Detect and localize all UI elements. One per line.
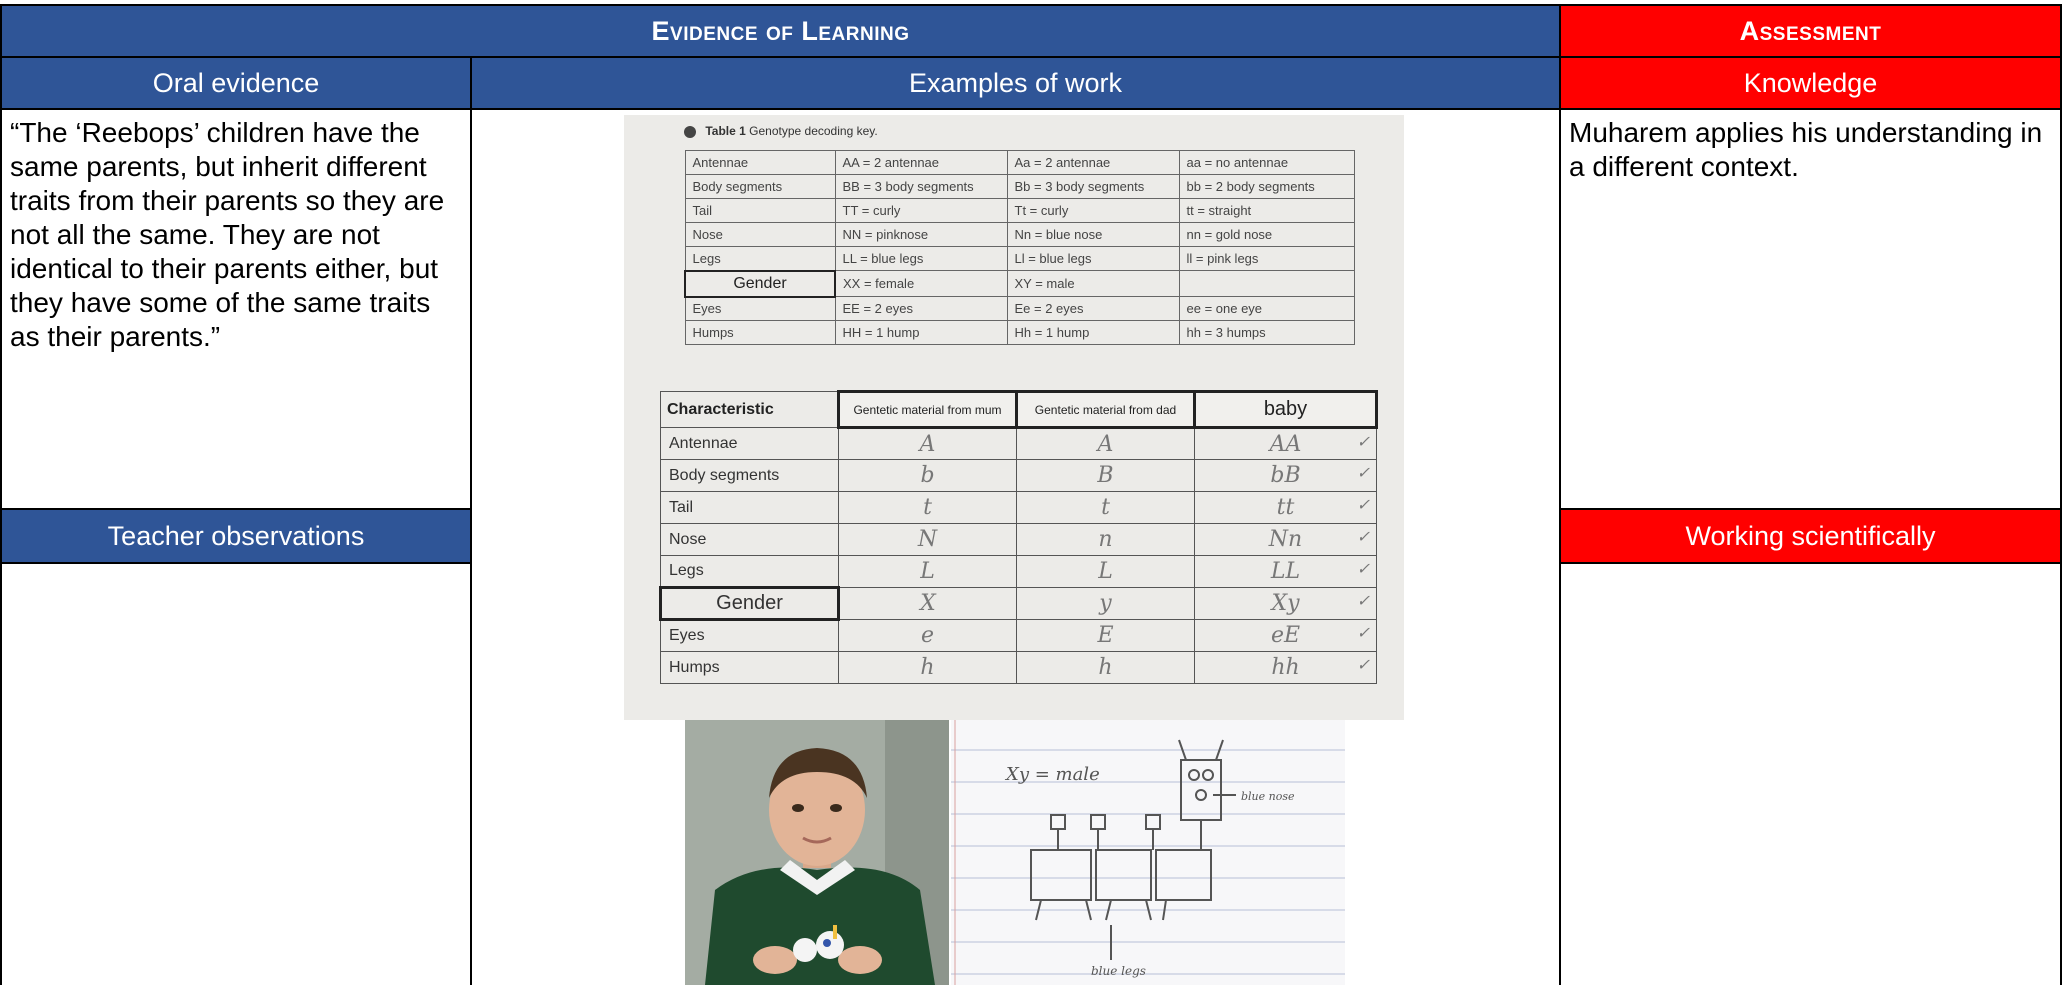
work-cell-text: Nn: [1268, 527, 1303, 552]
key-table-row: [685, 321, 1354, 345]
knowledge-cell: [1559, 108, 2062, 510]
work-cell-text: Antennae: [669, 434, 738, 452]
key-table-cell: HH = 1 hump: [835, 321, 1007, 345]
key-table-cell: [1179, 271, 1354, 297]
work-cell-text: b: [920, 463, 935, 488]
key-table-cell: tt = straight: [1179, 199, 1354, 223]
key-table-cell: Ee = 2 eyes: [1007, 297, 1179, 321]
key-table-cell: BB = 3 body segments: [835, 175, 1007, 199]
key-table-cell: LL = blue legs: [835, 247, 1007, 271]
work-table-header-row: [661, 392, 1377, 428]
work-table-row: [661, 460, 1377, 492]
work-handwritten-cell: [1017, 492, 1195, 524]
work-characteristic-cell: [661, 492, 839, 524]
work-cell-text: A: [1097, 431, 1114, 457]
working-scientifically-cell: [1559, 562, 2062, 985]
evidence-of-learning-header: [0, 4, 1561, 58]
work-handwritten-cell: [839, 620, 1017, 652]
key-table-cell: Bb = 3 body segments: [1007, 175, 1179, 199]
work-characteristic-cell: [661, 588, 839, 620]
key-table-row: [685, 223, 1354, 247]
key-table-row: [685, 297, 1354, 321]
tick-icon: ✓: [1356, 527, 1370, 546]
key-table-cell: AA = 2 antennae: [835, 151, 1007, 175]
work-cell-text: e: [920, 623, 935, 648]
key-table-cell: Antennae: [685, 151, 835, 175]
tick-icon: ✓: [1356, 495, 1370, 514]
genotype-key-table: [684, 150, 1355, 345]
work-cell-text: A: [919, 431, 936, 457]
work-cell-text: L: [1098, 559, 1113, 584]
key-table-cell: Nose: [685, 223, 835, 247]
work-handwritten-cell: [839, 524, 1017, 556]
work-cell-text: Eyes: [669, 627, 705, 644]
work-table-row: [661, 428, 1377, 460]
work-header-characteristic: Characteristic: [661, 392, 839, 428]
tick-icon: ✓: [1356, 431, 1370, 451]
key-table-row: [685, 175, 1354, 199]
caption-bullet-icon: [684, 126, 696, 138]
work-header-dad: Gentetic material from dad: [1017, 392, 1195, 428]
work-handwritten-cell: [1017, 652, 1195, 684]
work-header-mum: Gentetic material from mum: [839, 392, 1017, 428]
work-cell-text: t: [923, 495, 932, 520]
work-cell-text: eE: [1270, 623, 1301, 648]
work-cell-text: Legs: [669, 562, 704, 579]
work-cell-text: LL: [1270, 559, 1301, 584]
work-cell-text: Tail: [669, 498, 694, 516]
teacher-observations-header: [0, 508, 472, 564]
working-scientifically-header: [1559, 508, 2062, 564]
key-table-row: [685, 271, 1354, 297]
key-table-cell: bb = 2 body segments: [1179, 175, 1354, 199]
work-handwritten-cell: [1195, 620, 1377, 652]
key-table-cell: hh = 3 humps: [1179, 321, 1354, 345]
work-cell-text: tt: [1276, 495, 1295, 520]
genetic-work-table: [659, 390, 1378, 684]
key-table-cell: Aa = 2 antennae: [1007, 151, 1179, 175]
reebop-sketch-drawing: [951, 720, 1345, 985]
key-table-cell: Tt = curly: [1007, 199, 1179, 223]
key-table-cell: Gender: [685, 271, 835, 297]
work-characteristic-cell: [661, 620, 839, 652]
key-table-cell: aa = no antennae: [1179, 151, 1354, 175]
assessment-header: [1559, 4, 2062, 58]
caption-rest: Genotype decoding key.: [749, 124, 878, 138]
worksheet-photo: [624, 115, 1404, 720]
work-characteristic-cell: [661, 652, 839, 684]
evidence-title: Evidence of Learning: [651, 15, 910, 46]
work-cell-text: bB: [1270, 463, 1301, 488]
work-cell-text: y: [1099, 591, 1112, 616]
key-table-cell: Humps: [685, 321, 835, 345]
work-characteristic-cell: [661, 428, 839, 460]
key-table-cell: nn = gold nose: [1179, 223, 1354, 247]
work-characteristic-cell: [661, 460, 839, 492]
student-photo-image: [685, 720, 949, 985]
work-handwritten-cell: [1017, 588, 1195, 620]
key-table-row: [685, 151, 1354, 175]
student-photo: [685, 720, 949, 985]
oral-evidence-label: Oral evidence: [152, 67, 320, 98]
oral-quote: “The ‘Reebops’ children have the same parents, but inherit different traits from their parents so they are not all the same. They are not identical to their parents either, but they have some of the same traits as their parents.”: [10, 117, 445, 352]
work-table-row: [661, 652, 1377, 684]
work-cell-text: B: [1097, 463, 1114, 488]
work-cell-text: L: [920, 559, 935, 584]
tick-icon: ✓: [1356, 655, 1370, 674]
tick-icon: ✓: [1356, 623, 1370, 642]
work-handwritten-cell: [839, 492, 1017, 524]
work-cell-text: h: [920, 655, 935, 680]
work-handwritten-cell: [839, 588, 1017, 620]
key-table-cell: Nn = blue nose: [1007, 223, 1179, 247]
key-table-cell: EE = 2 eyes: [835, 297, 1007, 321]
sketch-label-legs: blue legs: [1091, 964, 1146, 978]
teacher-observations-cell: [0, 562, 472, 985]
work-handwritten-cell: [1195, 524, 1377, 556]
key-table-cell: Legs: [685, 247, 835, 271]
knowledge-text: Muharem applies his understanding in a different context.: [1569, 117, 2043, 182]
oral-evidence-cell: [0, 108, 472, 510]
knowledge-label: Knowledge: [1743, 67, 1878, 98]
work-table-row: [661, 556, 1377, 588]
reebop-sketch: [951, 720, 1345, 985]
caption-bold: Table 1: [705, 124, 746, 138]
key-table-cell: ee = one eye: [1179, 297, 1354, 321]
key-table-cell: TT = curly: [835, 199, 1007, 223]
work-cell-text: E: [1097, 623, 1114, 648]
key-table-cell: Body segments: [685, 175, 835, 199]
knowledge-header: [1559, 56, 2062, 110]
work-handwritten-cell: [1017, 620, 1195, 652]
work-cell-text: h: [1098, 655, 1113, 680]
key-table-cell: Hh = 1 hump: [1007, 321, 1179, 345]
work-cell-text: Humps: [669, 658, 720, 676]
key-table-cell: XY = male: [1007, 271, 1179, 297]
work-cell-text: Body segments: [669, 466, 780, 484]
sketch-label-nose: blue nose: [1241, 790, 1295, 803]
oral-evidence-header: [0, 56, 472, 110]
key-table-cell: Eyes: [685, 297, 835, 321]
work-handwritten-cell: [839, 428, 1017, 460]
tick-icon: ✓: [1356, 559, 1370, 578]
key-table-cell: Ll = blue legs: [1007, 247, 1179, 271]
work-cell-text: AA: [1269, 431, 1302, 457]
working-scientifically-label: Working scientifically: [1685, 520, 1936, 551]
work-table-row: [661, 492, 1377, 524]
work-cell-text: n: [1098, 527, 1113, 552]
key-table-cell: ll = pink legs: [1179, 247, 1354, 271]
work-cell-text: Xy: [1271, 591, 1300, 616]
examples-of-work-header: [470, 56, 1561, 110]
work-handwritten-cell: [839, 460, 1017, 492]
teacher-observations-label: Teacher observations: [107, 520, 365, 551]
key-table-row: [685, 247, 1354, 271]
work-handwritten-cell: [1195, 652, 1377, 684]
work-table-row: [661, 588, 1377, 620]
work-handwritten-cell: [1017, 524, 1195, 556]
work-cell-text: Nose: [669, 530, 707, 548]
work-handwritten-cell: [1017, 460, 1195, 492]
work-handwritten-cell: [1195, 428, 1377, 460]
work-handwritten-cell: [1195, 556, 1377, 588]
assessment-title: Assessment: [1739, 15, 1882, 46]
examples-of-work-label: Examples of work: [908, 67, 1123, 98]
tick-icon: ✓: [1356, 463, 1370, 482]
work-cell-text: X: [920, 591, 936, 616]
work-table-row: [661, 524, 1377, 556]
work-cell-text: t: [1101, 495, 1110, 520]
work-cell-text: Gender: [716, 592, 783, 614]
work-characteristic-cell: [661, 524, 839, 556]
worksheet-caption: [684, 124, 878, 138]
work-handwritten-cell: [1195, 460, 1377, 492]
key-table-cell: NN = pinknose: [835, 223, 1007, 247]
work-handwritten-cell: [1195, 588, 1377, 620]
sketch-label-top: Xy = male: [1006, 764, 1100, 785]
work-handwritten-cell: [1017, 428, 1195, 460]
work-header-baby: baby: [1195, 392, 1377, 428]
work-handwritten-cell: [1195, 492, 1377, 524]
tick-icon: ✓: [1356, 591, 1370, 610]
key-table-row: [685, 199, 1354, 223]
work-handwritten-cell: [1017, 556, 1195, 588]
work-handwritten-cell: [839, 652, 1017, 684]
work-table-row: [661, 620, 1377, 652]
key-table-cell: XX = female: [835, 271, 1007, 297]
work-characteristic-cell: [661, 556, 839, 588]
work-handwritten-cell: [839, 556, 1017, 588]
key-table-cell: Tail: [685, 199, 835, 223]
work-cell-text: hh: [1271, 655, 1300, 680]
work-cell-text: N: [917, 527, 938, 552]
